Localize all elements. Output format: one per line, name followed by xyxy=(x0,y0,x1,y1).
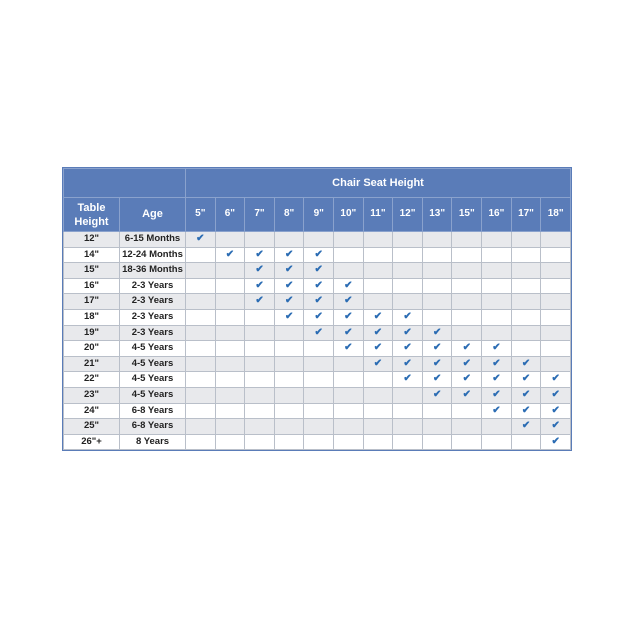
empty-cell xyxy=(304,434,334,450)
empty-cell xyxy=(274,232,304,248)
empty-cell xyxy=(274,372,304,388)
table-body xyxy=(64,232,571,450)
check-icon: ✔ xyxy=(245,247,275,263)
empty-cell xyxy=(422,403,452,419)
empty-cell xyxy=(274,434,304,450)
check-icon: ✔ xyxy=(363,325,393,341)
empty-cell xyxy=(334,356,364,372)
empty-cell xyxy=(186,372,216,388)
empty-cell xyxy=(452,247,482,263)
age-cell: 4-5 Years xyxy=(120,341,186,357)
empty-cell xyxy=(215,309,245,325)
empty-cell xyxy=(245,403,275,419)
table-row xyxy=(64,247,571,263)
empty-cell xyxy=(274,341,304,357)
check-icon: ✔ xyxy=(363,309,393,325)
check-icon: ✔ xyxy=(482,403,512,419)
empty-cell xyxy=(393,294,423,310)
age-header: Age xyxy=(120,198,186,232)
check-icon: ✔ xyxy=(452,356,482,372)
check-icon: ✔ xyxy=(393,356,423,372)
check-icon: ✔ xyxy=(452,387,482,403)
empty-cell xyxy=(186,278,216,294)
check-icon: ✔ xyxy=(393,341,423,357)
empty-cell xyxy=(215,434,245,450)
check-icon: ✔ xyxy=(304,263,334,279)
empty-cell xyxy=(452,419,482,435)
table-height-cell: 15" xyxy=(64,263,120,279)
check-icon: ✔ xyxy=(452,341,482,357)
chair-height-header: 13" xyxy=(422,198,452,232)
chair-height-header: 18" xyxy=(541,198,571,232)
table-height-cell: 22" xyxy=(64,372,120,388)
empty-cell xyxy=(452,232,482,248)
table-row xyxy=(64,403,571,419)
empty-cell xyxy=(541,325,571,341)
check-icon: ✔ xyxy=(393,372,423,388)
check-icon: ✔ xyxy=(393,309,423,325)
age-cell: 4-5 Years xyxy=(120,387,186,403)
chair-height-header: 7" xyxy=(245,198,275,232)
empty-cell xyxy=(511,341,541,357)
empty-cell xyxy=(363,278,393,294)
empty-cell xyxy=(541,232,571,248)
table-row xyxy=(64,309,571,325)
empty-cell xyxy=(245,356,275,372)
empty-cell xyxy=(422,232,452,248)
empty-cell xyxy=(186,356,216,372)
check-icon: ✔ xyxy=(334,341,364,357)
empty-cell xyxy=(363,419,393,435)
check-icon: ✔ xyxy=(245,294,275,310)
empty-cell xyxy=(304,419,334,435)
empty-cell xyxy=(334,434,364,450)
empty-cell xyxy=(215,263,245,279)
empty-cell xyxy=(511,232,541,248)
empty-cell xyxy=(452,278,482,294)
chair-height-header: 16" xyxy=(482,198,512,232)
check-icon: ✔ xyxy=(274,263,304,279)
empty-cell xyxy=(334,387,364,403)
chair-height-header: 12" xyxy=(393,198,423,232)
empty-cell xyxy=(215,325,245,341)
table-height-header-line1: Table xyxy=(77,201,106,214)
table-row xyxy=(64,325,571,341)
empty-cell xyxy=(482,434,512,450)
empty-cell xyxy=(393,419,423,435)
super-header-row xyxy=(64,169,571,198)
empty-cell xyxy=(452,403,482,419)
check-icon: ✔ xyxy=(274,309,304,325)
empty-cell xyxy=(245,341,275,357)
age-cell: 4-5 Years xyxy=(120,372,186,388)
age-cell: 6-15 Months xyxy=(120,232,186,248)
empty-cell xyxy=(363,387,393,403)
empty-cell xyxy=(274,403,304,419)
check-icon: ✔ xyxy=(186,232,216,248)
empty-cell xyxy=(245,434,275,450)
height-chart xyxy=(62,167,572,451)
table-height-cell: 23" xyxy=(64,387,120,403)
table-row xyxy=(64,372,571,388)
empty-cell xyxy=(482,419,512,435)
empty-cell xyxy=(245,309,275,325)
empty-cell xyxy=(215,387,245,403)
check-icon: ✔ xyxy=(245,278,275,294)
empty-cell xyxy=(363,294,393,310)
empty-cell xyxy=(452,434,482,450)
check-icon: ✔ xyxy=(274,278,304,294)
empty-cell xyxy=(304,232,334,248)
chair-seat-height-header: Chair Seat Height xyxy=(186,169,571,198)
empty-cell xyxy=(215,278,245,294)
table-row xyxy=(64,419,571,435)
table-row xyxy=(64,356,571,372)
empty-cell xyxy=(541,294,571,310)
empty-cell xyxy=(215,294,245,310)
empty-cell xyxy=(511,278,541,294)
empty-cell xyxy=(393,232,423,248)
chair-height-header: 8" xyxy=(274,198,304,232)
table-row xyxy=(64,387,571,403)
check-icon: ✔ xyxy=(422,372,452,388)
empty-cell xyxy=(186,263,216,279)
check-icon: ✔ xyxy=(541,387,571,403)
empty-cell xyxy=(304,403,334,419)
empty-cell xyxy=(215,356,245,372)
check-icon: ✔ xyxy=(541,434,571,450)
empty-cell xyxy=(304,356,334,372)
empty-cell xyxy=(186,309,216,325)
empty-cell xyxy=(511,309,541,325)
check-icon: ✔ xyxy=(541,419,571,435)
check-icon: ✔ xyxy=(245,263,275,279)
check-icon: ✔ xyxy=(511,372,541,388)
chair-height-header: 10" xyxy=(334,198,364,232)
empty-cell xyxy=(186,325,216,341)
check-icon: ✔ xyxy=(274,247,304,263)
check-icon: ✔ xyxy=(452,372,482,388)
empty-cell xyxy=(304,387,334,403)
age-cell: 12-24 Months xyxy=(120,247,186,263)
empty-cell xyxy=(274,325,304,341)
empty-cell xyxy=(422,434,452,450)
empty-cell xyxy=(541,263,571,279)
empty-cell xyxy=(393,278,423,294)
chair-height-header: 17" xyxy=(511,198,541,232)
empty-cell xyxy=(186,434,216,450)
check-icon: ✔ xyxy=(304,309,334,325)
empty-cell xyxy=(186,247,216,263)
table-height-cell: 14" xyxy=(64,247,120,263)
empty-cell xyxy=(334,247,364,263)
table-height-cell: 26"+ xyxy=(64,434,120,450)
table-height-cell: 21" xyxy=(64,356,120,372)
age-cell: 18-36 Months xyxy=(120,263,186,279)
empty-cell xyxy=(541,341,571,357)
check-icon: ✔ xyxy=(511,403,541,419)
empty-cell xyxy=(452,325,482,341)
empty-cell xyxy=(482,232,512,248)
check-icon: ✔ xyxy=(334,278,364,294)
check-icon: ✔ xyxy=(334,325,364,341)
table-row xyxy=(64,294,571,310)
empty-cell xyxy=(541,278,571,294)
chair-height-header: 5" xyxy=(186,198,216,232)
table-row xyxy=(64,232,571,248)
table-height-cell: 20" xyxy=(64,341,120,357)
check-icon: ✔ xyxy=(274,294,304,310)
table-height-header xyxy=(64,198,120,232)
empty-cell xyxy=(511,294,541,310)
check-icon: ✔ xyxy=(511,356,541,372)
check-icon: ✔ xyxy=(304,325,334,341)
empty-cell xyxy=(245,419,275,435)
header-spacer xyxy=(64,169,186,198)
age-cell: 2-3 Years xyxy=(120,278,186,294)
empty-cell xyxy=(334,372,364,388)
table-row xyxy=(64,341,571,357)
empty-cell xyxy=(274,356,304,372)
empty-cell xyxy=(541,247,571,263)
check-icon: ✔ xyxy=(334,294,364,310)
check-icon: ✔ xyxy=(422,356,452,372)
empty-cell xyxy=(482,294,512,310)
empty-cell xyxy=(541,356,571,372)
check-icon: ✔ xyxy=(334,309,364,325)
empty-cell xyxy=(511,434,541,450)
empty-cell xyxy=(215,232,245,248)
empty-cell xyxy=(363,232,393,248)
empty-cell xyxy=(215,372,245,388)
empty-cell xyxy=(452,294,482,310)
empty-cell xyxy=(186,294,216,310)
check-icon: ✔ xyxy=(541,403,571,419)
check-icon: ✔ xyxy=(363,356,393,372)
check-icon: ✔ xyxy=(422,387,452,403)
table-height-header-line2: Height xyxy=(74,215,109,228)
age-cell: 2-3 Years xyxy=(120,309,186,325)
empty-cell xyxy=(215,419,245,435)
empty-cell xyxy=(393,403,423,419)
empty-cell xyxy=(482,325,512,341)
table-height-cell: 16" xyxy=(64,278,120,294)
check-icon: ✔ xyxy=(482,372,512,388)
check-icon: ✔ xyxy=(304,247,334,263)
table-height-cell: 12" xyxy=(64,232,120,248)
chair-height-header: 6" xyxy=(215,198,245,232)
check-icon: ✔ xyxy=(541,372,571,388)
empty-cell xyxy=(245,387,275,403)
chair-height-header: 15" xyxy=(452,198,482,232)
age-cell: 2-3 Years xyxy=(120,325,186,341)
empty-cell xyxy=(274,387,304,403)
table-height-cell: 25" xyxy=(64,419,120,435)
empty-cell xyxy=(363,263,393,279)
empty-cell xyxy=(363,434,393,450)
empty-cell xyxy=(363,372,393,388)
check-icon: ✔ xyxy=(511,419,541,435)
empty-cell xyxy=(363,403,393,419)
chair-height-header: 11" xyxy=(363,198,393,232)
check-icon: ✔ xyxy=(422,325,452,341)
check-icon: ✔ xyxy=(482,341,512,357)
table-row xyxy=(64,434,571,450)
check-icon: ✔ xyxy=(482,356,512,372)
check-icon: ✔ xyxy=(422,341,452,357)
empty-cell xyxy=(482,263,512,279)
table-height-cell: 19" xyxy=(64,325,120,341)
empty-cell xyxy=(245,325,275,341)
empty-cell xyxy=(422,419,452,435)
age-cell: 6-8 Years xyxy=(120,419,186,435)
age-cell: 4-5 Years xyxy=(120,356,186,372)
empty-cell xyxy=(422,309,452,325)
empty-cell xyxy=(422,263,452,279)
empty-cell xyxy=(245,232,275,248)
table-height-cell: 18" xyxy=(64,309,120,325)
empty-cell xyxy=(334,263,364,279)
empty-cell xyxy=(334,232,364,248)
empty-cell xyxy=(452,263,482,279)
empty-cell xyxy=(334,419,364,435)
empty-cell xyxy=(186,387,216,403)
empty-cell xyxy=(304,372,334,388)
check-icon: ✔ xyxy=(363,341,393,357)
empty-cell xyxy=(215,341,245,357)
empty-cell xyxy=(541,309,571,325)
empty-cell xyxy=(334,403,364,419)
empty-cell xyxy=(482,309,512,325)
empty-cell xyxy=(363,247,393,263)
check-icon: ✔ xyxy=(393,325,423,341)
empty-cell xyxy=(511,247,541,263)
empty-cell xyxy=(304,341,334,357)
empty-cell xyxy=(422,294,452,310)
empty-cell xyxy=(511,263,541,279)
empty-cell xyxy=(393,387,423,403)
empty-cell xyxy=(186,419,216,435)
age-cell: 2-3 Years xyxy=(120,294,186,310)
empty-cell xyxy=(511,325,541,341)
table-row xyxy=(64,278,571,294)
empty-cell xyxy=(422,247,452,263)
check-icon: ✔ xyxy=(304,294,334,310)
empty-cell xyxy=(215,403,245,419)
empty-cell xyxy=(482,247,512,263)
check-icon: ✔ xyxy=(215,247,245,263)
empty-cell xyxy=(186,403,216,419)
table-height-cell: 24" xyxy=(64,403,120,419)
check-icon: ✔ xyxy=(304,278,334,294)
check-icon: ✔ xyxy=(511,387,541,403)
column-header-row xyxy=(64,198,571,232)
empty-cell xyxy=(422,278,452,294)
check-icon: ✔ xyxy=(482,387,512,403)
empty-cell xyxy=(186,341,216,357)
empty-cell xyxy=(452,309,482,325)
age-cell: 6-8 Years xyxy=(120,403,186,419)
table-height-cell: 17" xyxy=(64,294,120,310)
empty-cell xyxy=(274,419,304,435)
empty-cell xyxy=(245,372,275,388)
chair-height-header: 9" xyxy=(304,198,334,232)
empty-cell xyxy=(393,247,423,263)
height-table xyxy=(63,168,571,450)
empty-cell xyxy=(482,278,512,294)
empty-cell xyxy=(393,263,423,279)
empty-cell xyxy=(393,434,423,450)
table-row xyxy=(64,263,571,279)
age-cell: 8 Years xyxy=(120,434,186,450)
